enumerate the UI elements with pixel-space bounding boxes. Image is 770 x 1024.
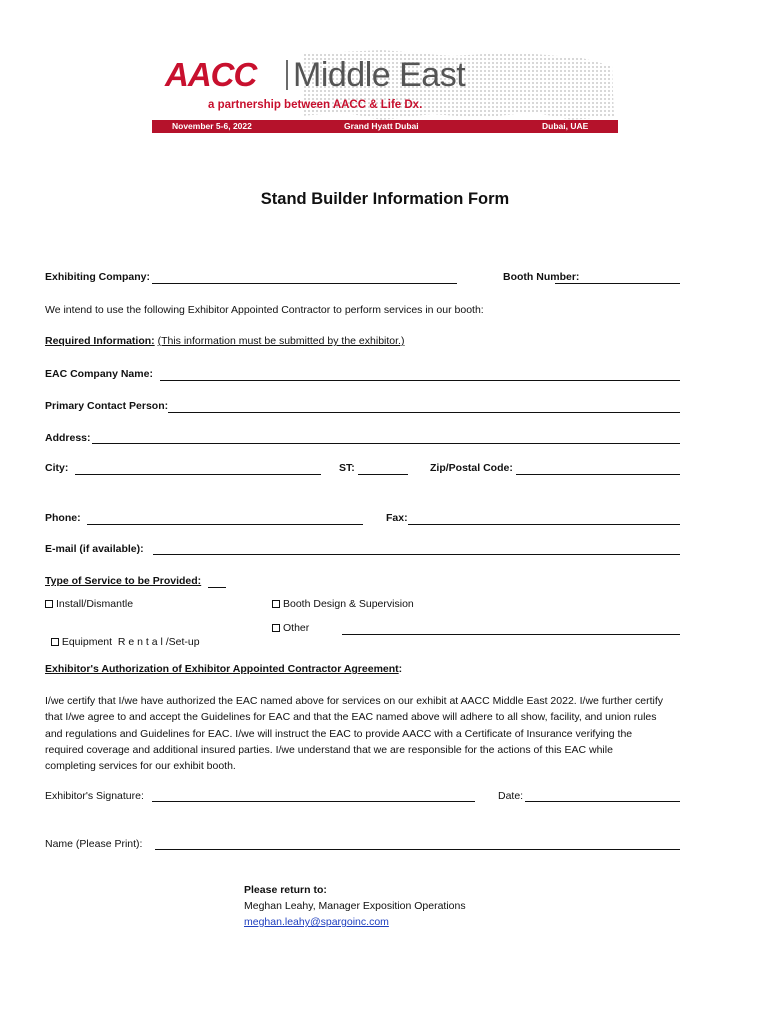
event-dates: November 5-6, 2022	[172, 121, 252, 131]
event-name: Middle East	[293, 56, 466, 94]
authorization-line: I/we certify that I/we have authorized the EAC named above for services on our exhibit at AACC Middle East 2022. I/we further certify	[45, 695, 664, 707]
partnership-tagline: a partnership between AACC & Life Dx.	[208, 99, 423, 111]
eac-company-label: EAC Company Name:	[45, 368, 153, 380]
aacc-logo-text: AACC	[165, 56, 257, 93]
exhibiting-company-label: Exhibiting Company:	[45, 271, 151, 283]
email-field[interactable]	[153, 554, 680, 555]
required-label: Required Information:	[45, 335, 155, 347]
st-field[interactable]	[358, 474, 408, 475]
zip-field[interactable]	[516, 474, 680, 475]
event-city: Dubai, UAE	[542, 121, 589, 131]
return-email-link[interactable]: meghan.leahy@spargoinc.com	[244, 916, 389, 928]
address-field[interactable]	[92, 443, 680, 444]
service-booth-design-option[interactable]: Booth Design & Supervision	[272, 597, 414, 611]
checkbox-icon[interactable]	[51, 638, 59, 646]
service-other-field[interactable]	[342, 634, 680, 635]
service-heading: Type of Service to be Provided:	[45, 575, 202, 587]
city-field[interactable]	[75, 474, 321, 475]
fax-label: Fax:	[386, 512, 408, 524]
required-note: (This information must be submitted by the exhibitor.)	[157, 335, 405, 347]
phone-label: Phone:	[45, 512, 81, 524]
signature-label: Exhibitor's Signature:	[45, 790, 144, 802]
exhibiting-company-field[interactable]	[152, 283, 457, 284]
event-venue: Grand Hyatt Dubai	[344, 121, 419, 131]
date-field[interactable]	[525, 801, 680, 802]
authorization-heading: Exhibitor's Authorization of Exhibitor Appointed Contractor Agreement:	[45, 663, 403, 675]
intent-text: We intend to use the following Exhibitor Appointed Contractor to perform services in our booth:	[45, 304, 484, 316]
address-label: Address:	[45, 432, 91, 444]
checkbox-icon[interactable]	[272, 600, 280, 608]
primary-contact-label: Primary Contact Person:	[45, 400, 169, 412]
zip-label: Zip/Postal Code:	[430, 462, 513, 474]
city-label: City:	[45, 462, 69, 474]
signature-field[interactable]	[152, 801, 475, 802]
event-info-strip	[152, 120, 618, 133]
st-label: ST:	[339, 462, 355, 474]
authorization-line: completing services for our exhibit booth.	[45, 760, 236, 773]
service-heading-underline	[208, 587, 226, 588]
return-contact: Meghan Leahy, Manager Exposition Operations	[244, 900, 466, 912]
name-label: Name (Please Print):	[45, 838, 143, 850]
name-field[interactable]	[155, 849, 680, 850]
authorization-line: that I/we agree to and accept the Guidelines for EAC and that the EAC named above will adhere to all show, facility, and union rules	[45, 711, 657, 724]
booth-number-field[interactable]	[555, 283, 680, 284]
booth-number-label: Booth Number:	[503, 271, 580, 283]
phone-field[interactable]	[87, 524, 363, 525]
service-install-option[interactable]: Install/Dismantle	[45, 597, 133, 611]
logo-divider	[286, 60, 288, 90]
fax-field[interactable]	[408, 524, 680, 525]
authorization-line: required coverage and additional insured parties. I/we understand that we are responsible for the actions of this EAC while	[45, 743, 613, 756]
required-info	[45, 334, 404, 348]
date-label: Date:	[498, 790, 524, 802]
return-heading: Please return to:	[244, 884, 327, 896]
service-other-option[interactable]: Other	[272, 621, 309, 635]
form-title: Stand Builder Information Form	[260, 190, 510, 208]
email-label: E-mail (if available):	[45, 543, 144, 555]
eac-company-field[interactable]	[160, 380, 680, 381]
checkbox-icon[interactable]	[45, 600, 53, 608]
checkbox-icon[interactable]	[272, 624, 280, 632]
authorization-paragraph	[45, 693, 685, 774]
primary-contact-field[interactable]	[168, 412, 680, 413]
authorization-line: and regulations and Guidelines for EAC. I/we will instruct the EAC to provide AACC with a Certificate of Insurance verifying the	[45, 727, 633, 740]
service-equipment-option[interactable]: Equipment R e n t a l /Set-up	[45, 621, 200, 649]
